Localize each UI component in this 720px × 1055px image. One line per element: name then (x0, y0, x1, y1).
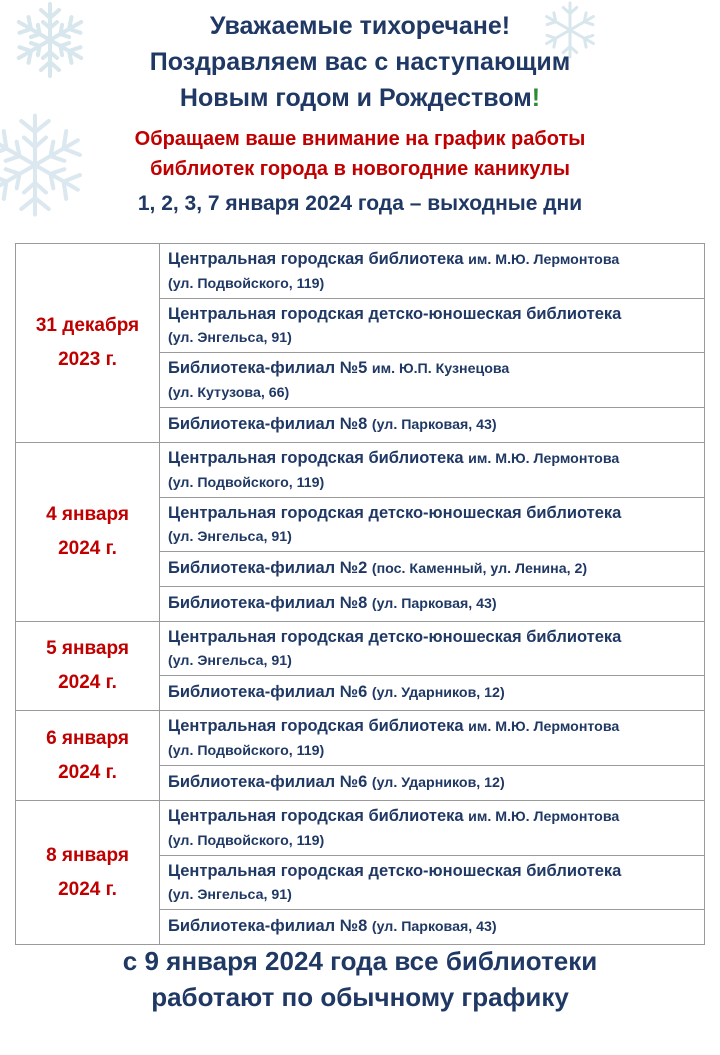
library-name-line (168, 770, 698, 796)
schedule-date (16, 244, 160, 443)
library-detail: (ул. Парковая, 43) (371, 596, 497, 612)
library-detail: (ул. Ударников, 12) (371, 775, 505, 791)
library-name: Библиотека-филиал №8 (168, 594, 368, 612)
library-detail: им. М.Ю. Лермонтова (468, 809, 620, 825)
library-name-line (168, 302, 698, 327)
library-address: (ул. Кутузова, 66) (168, 385, 290, 401)
notice-line-1: Обращаем ваше внимание на график работы (134, 128, 586, 150)
greeting-exclamation: ! (531, 84, 541, 112)
library-cell (160, 910, 705, 945)
library-cell (160, 856, 705, 910)
library-name-line (168, 446, 698, 472)
header (0, 8, 720, 219)
table-row (16, 622, 705, 676)
library-cell (160, 443, 705, 498)
schedule-table (15, 243, 705, 945)
greeting-line-1: Уважаемые тихоречане! (209, 12, 511, 40)
library-cell (160, 766, 705, 801)
library-name: Центральная городская детско-юношеская библиотека (168, 628, 622, 646)
footer-line-1: с 9 января 2024 года все библиотеки (122, 946, 598, 976)
schedule-date-year: 2024 г. (58, 672, 117, 693)
library-address: (ул. Подвойского, 119) (168, 743, 325, 759)
library-detail: им. М.Ю. Лермонтова (468, 252, 620, 268)
library-name: Центральная городская библиотека (168, 717, 464, 735)
schedule-date-day: 8 января (46, 844, 129, 866)
library-name: Центральная городская библиотека (168, 807, 464, 825)
library-cell (160, 622, 705, 676)
schedule-date-day: 5 января (46, 638, 129, 659)
library-detail: (ул. Парковая, 43) (371, 417, 497, 433)
schedule-date (16, 443, 160, 622)
library-name: Библиотека-филиал №2 (168, 559, 368, 577)
library-detail: (ул. Парковая, 43) (371, 919, 497, 935)
holidays-line: 1, 2, 3, 7 января 2024 года – выходные дни (137, 192, 583, 215)
schedule-date-year: 2024 г. (58, 761, 117, 783)
schedule-date (16, 711, 160, 801)
library-name: Библиотека-филиал №8 (168, 415, 368, 433)
library-name: Центральная городская детско-юношеская библиотека (168, 862, 622, 880)
library-name-line (168, 625, 698, 650)
library-name: Библиотека-филиал №8 (168, 917, 368, 935)
footer (0, 943, 720, 1015)
library-detail: им. Ю.П. Кузнецова (371, 361, 510, 377)
library-detail: им. М.Ю. Лермонтова (468, 451, 620, 467)
library-name-line (168, 412, 698, 438)
library-detail: (ул. Ударников, 12) (371, 685, 505, 701)
library-detail: им. М.Ю. Лермонтова (468, 719, 620, 735)
library-name: Центральная городская детско-юношеская библиотека (168, 504, 622, 522)
library-address: (ул. Подвойского, 119) (168, 475, 325, 491)
library-name: Библиотека-филиал №6 (168, 683, 368, 701)
schedule-date-day: 6 января (46, 727, 129, 749)
library-address: (ул. Энгельса, 91) (168, 653, 292, 669)
library-address: (ул. Подвойского, 119) (168, 276, 325, 292)
table-row (16, 244, 705, 299)
library-name-line (168, 714, 698, 740)
library-name-line (168, 247, 698, 273)
greeting-line-2: Поздравляем вас с наступающим (149, 48, 571, 76)
schedule-date (16, 801, 160, 945)
library-cell (160, 498, 705, 552)
library-name-line (168, 859, 698, 884)
schedule-date-day: 31 декабря (35, 315, 140, 336)
library-cell (160, 408, 705, 443)
table-row (16, 443, 705, 498)
table-row (16, 801, 705, 856)
library-detail: (пос. Каменный, ул. Ленина, 2) (371, 561, 588, 577)
footer-line-2: работают по обычному графику (151, 982, 569, 1012)
library-cell (160, 587, 705, 622)
notice-text (0, 124, 720, 184)
library-name: Центральная городская библиотека (168, 449, 464, 467)
greeting-line-3 (0, 80, 720, 116)
library-address: (ул. Энгельса, 91) (168, 887, 292, 903)
notice-line-2: библиотек города в новогодние каникулы (150, 158, 570, 180)
library-cell (160, 801, 705, 856)
schedule-date-day: 4 января (46, 504, 129, 525)
library-name: Центральная городская библиотека (168, 250, 464, 268)
library-cell (160, 711, 705, 766)
library-cell (160, 552, 705, 587)
library-name-line (168, 501, 698, 526)
library-cell (160, 244, 705, 299)
schedule-date-year: 2024 г. (58, 538, 117, 559)
library-name-line (168, 914, 698, 940)
schedule-body (16, 244, 705, 945)
library-cell (160, 353, 705, 408)
library-address: (ул. Подвойского, 119) (168, 833, 325, 849)
library-name: Библиотека-филиал №6 (168, 773, 368, 791)
library-name-line (168, 356, 698, 382)
greeting-line-3-text: Новым годом и Рождеством (179, 84, 532, 112)
library-name: Библиотека-филиал №5 (168, 359, 368, 377)
library-name-line (168, 556, 698, 582)
library-address: (ул. Энгельса, 91) (168, 529, 292, 545)
schedule-date-year: 2023 г. (58, 349, 117, 370)
library-address: (ул. Энгельса, 91) (168, 330, 292, 346)
library-name-line (168, 591, 698, 617)
schedule-date (16, 622, 160, 711)
table-row (16, 711, 705, 766)
library-cell (160, 676, 705, 711)
library-cell (160, 299, 705, 353)
library-name: Центральная городская детско-юношеская библиотека (168, 305, 622, 323)
library-name-line (168, 804, 698, 830)
library-name-line (168, 680, 698, 706)
schedule-date-year: 2024 г. (58, 878, 117, 900)
